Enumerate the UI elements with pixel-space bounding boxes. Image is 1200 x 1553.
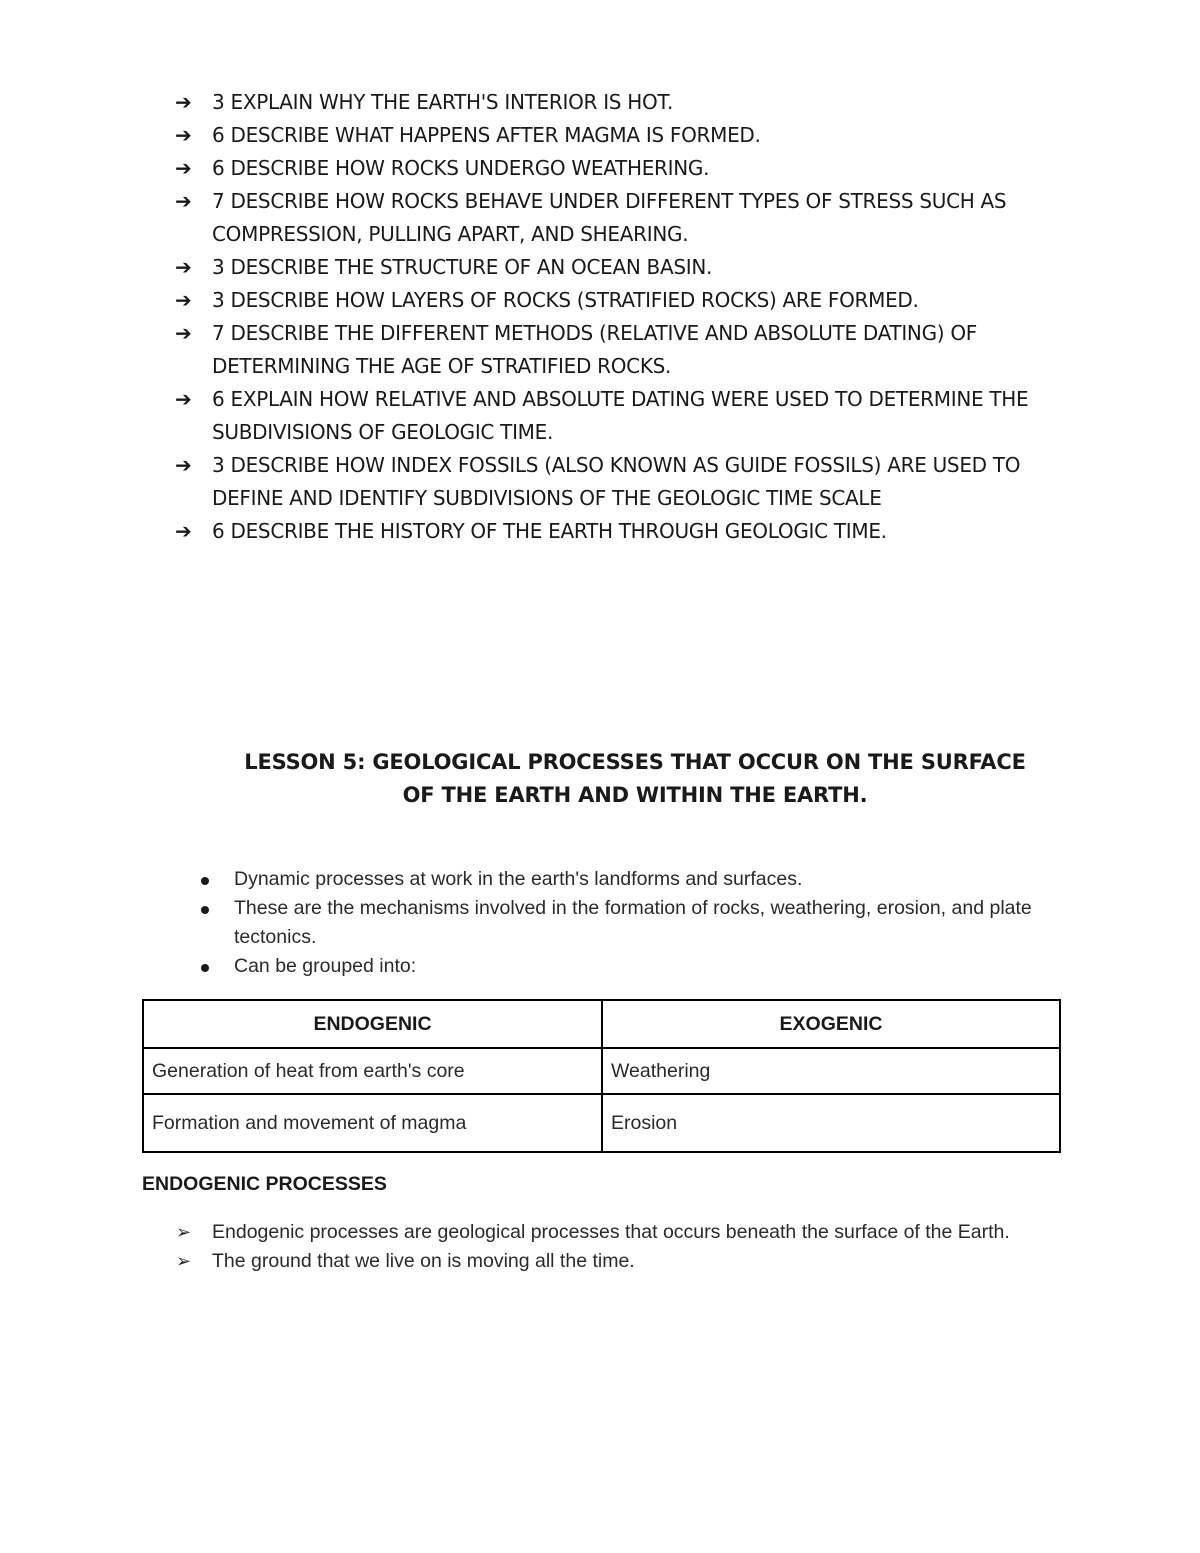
objective-item — [175, 515, 1075, 548]
endogenic-list — [176, 1218, 1046, 1276]
arrow-icon: ➔ — [175, 321, 192, 345]
arrow-icon: ➔ — [175, 288, 192, 312]
bullet-item — [196, 952, 1046, 981]
arrow-icon: ➔ — [175, 453, 192, 477]
objective-text: 7 DESCRIBE THE DIFFERENT METHODS (RELATIVE AND ABSOLUTE DATING) OF DETERMINING THE AGE OF STRATIFIED ROCKS. — [212, 321, 977, 378]
list-item-text: Endogenic processes are geological processes that occurs beneath the surface of the Earth. — [212, 1221, 1010, 1243]
objective-text: 7 DESCRIBE HOW ROCKS BEHAVE UNDER DIFFERENT TYPES OF STRESS SUCH AS COMPRESSION, PULLING APART, AND SHEARING. — [212, 189, 1007, 246]
table-header-exogenic: EXOGENIC — [602, 1000, 1060, 1048]
objective-item — [175, 449, 1075, 515]
table-header-endogenic: ENDOGENIC — [143, 1000, 602, 1048]
arrow-icon: ➔ — [175, 387, 192, 411]
arrow-icon: ➔ — [175, 255, 192, 279]
objective-text: 6 DESCRIBE HOW ROCKS UNDERGO WEATHERING. — [212, 156, 710, 180]
table-cell: Erosion — [602, 1094, 1060, 1152]
table-row — [143, 1048, 1060, 1094]
table-cell: Generation of heat from earth's core — [143, 1048, 602, 1094]
objective-text: 6 DESCRIBE WHAT HAPPENS AFTER MAGMA IS FORMED. — [212, 123, 761, 147]
arrow-icon: ➔ — [175, 189, 192, 213]
table-row — [143, 1094, 1060, 1152]
list-item — [176, 1218, 1046, 1247]
objective-item — [175, 284, 1075, 317]
bullet-dot-icon — [196, 952, 234, 981]
bullet-dot-icon — [196, 865, 234, 894]
table-cell: Weathering — [602, 1048, 1060, 1094]
objectives-list — [175, 86, 1075, 548]
arrowhead-icon: ➢ — [176, 1251, 192, 1272]
table-cell: Formation and movement of magma — [143, 1094, 602, 1152]
arrowhead-icon: ➢ — [176, 1222, 192, 1243]
lesson-title-line-1: LESSON 5: GEOLOGICAL PROCESSES THAT OCCUR ON THE SURFACE — [244, 750, 1026, 774]
lesson-title — [150, 746, 1120, 812]
table-header-row — [143, 1000, 1060, 1048]
bullet-text: These are the mechanisms involved in the formation of rocks, weathering, erosion, and plate tectonics. — [234, 897, 1032, 948]
arrow-icon: ➔ — [175, 123, 192, 147]
arrow-icon: ➔ — [175, 156, 192, 180]
objective-item — [175, 317, 1075, 383]
objective-item — [175, 251, 1075, 284]
objective-text: 3 DESCRIBE HOW LAYERS OF ROCKS (STRATIFIED ROCKS) ARE FORMED. — [212, 288, 919, 312]
bullet-dot-icon — [196, 894, 234, 923]
objective-item — [175, 185, 1075, 251]
objective-text: 3 EXPLAIN WHY THE EARTH'S INTERIOR IS HOT. — [212, 90, 674, 114]
intro-bullet-list — [196, 865, 1046, 981]
objective-item — [175, 152, 1075, 185]
bullet-item — [196, 865, 1046, 894]
section-heading: ENDOGENIC PROCESSES — [142, 1173, 387, 1195]
objective-item — [175, 119, 1075, 152]
bullet-text: Can be grouped into: — [234, 955, 417, 977]
objective-item — [175, 86, 1075, 119]
bullet-item — [196, 894, 1046, 952]
objective-text: 6 DESCRIBE THE HISTORY OF THE EARTH THROUGH GEOLOGIC TIME. — [212, 519, 887, 543]
objective-text: 6 EXPLAIN HOW RELATIVE AND ABSOLUTE DATING WERE USED TO DETERMINE THE SUBDIVISIONS OF GEOLOGIC TIME. — [212, 387, 1029, 444]
objective-text: 3 DESCRIBE HOW INDEX FOSSILS (ALSO KNOWN AS GUIDE FOSSILS) ARE USED TO DEFINE AND IDENTIFY SUBDIVISIONS OF THE GEOLOGIC TIME SCALE — [212, 453, 1021, 510]
process-table — [142, 999, 1061, 1153]
objective-item — [175, 383, 1075, 449]
list-item — [176, 1247, 1046, 1276]
list-item-text: The ground that we live on is moving all the time. — [212, 1250, 635, 1272]
lesson-title-line-2: OF THE EARTH AND WITHIN THE EARTH. — [402, 783, 868, 807]
objective-text: 3 DESCRIBE THE STRUCTURE OF AN OCEAN BASIN. — [212, 255, 713, 279]
arrow-icon: ➔ — [175, 519, 192, 543]
arrow-icon: ➔ — [175, 90, 192, 114]
bullet-text: Dynamic processes at work in the earth's landforms and surfaces. — [234, 868, 803, 890]
